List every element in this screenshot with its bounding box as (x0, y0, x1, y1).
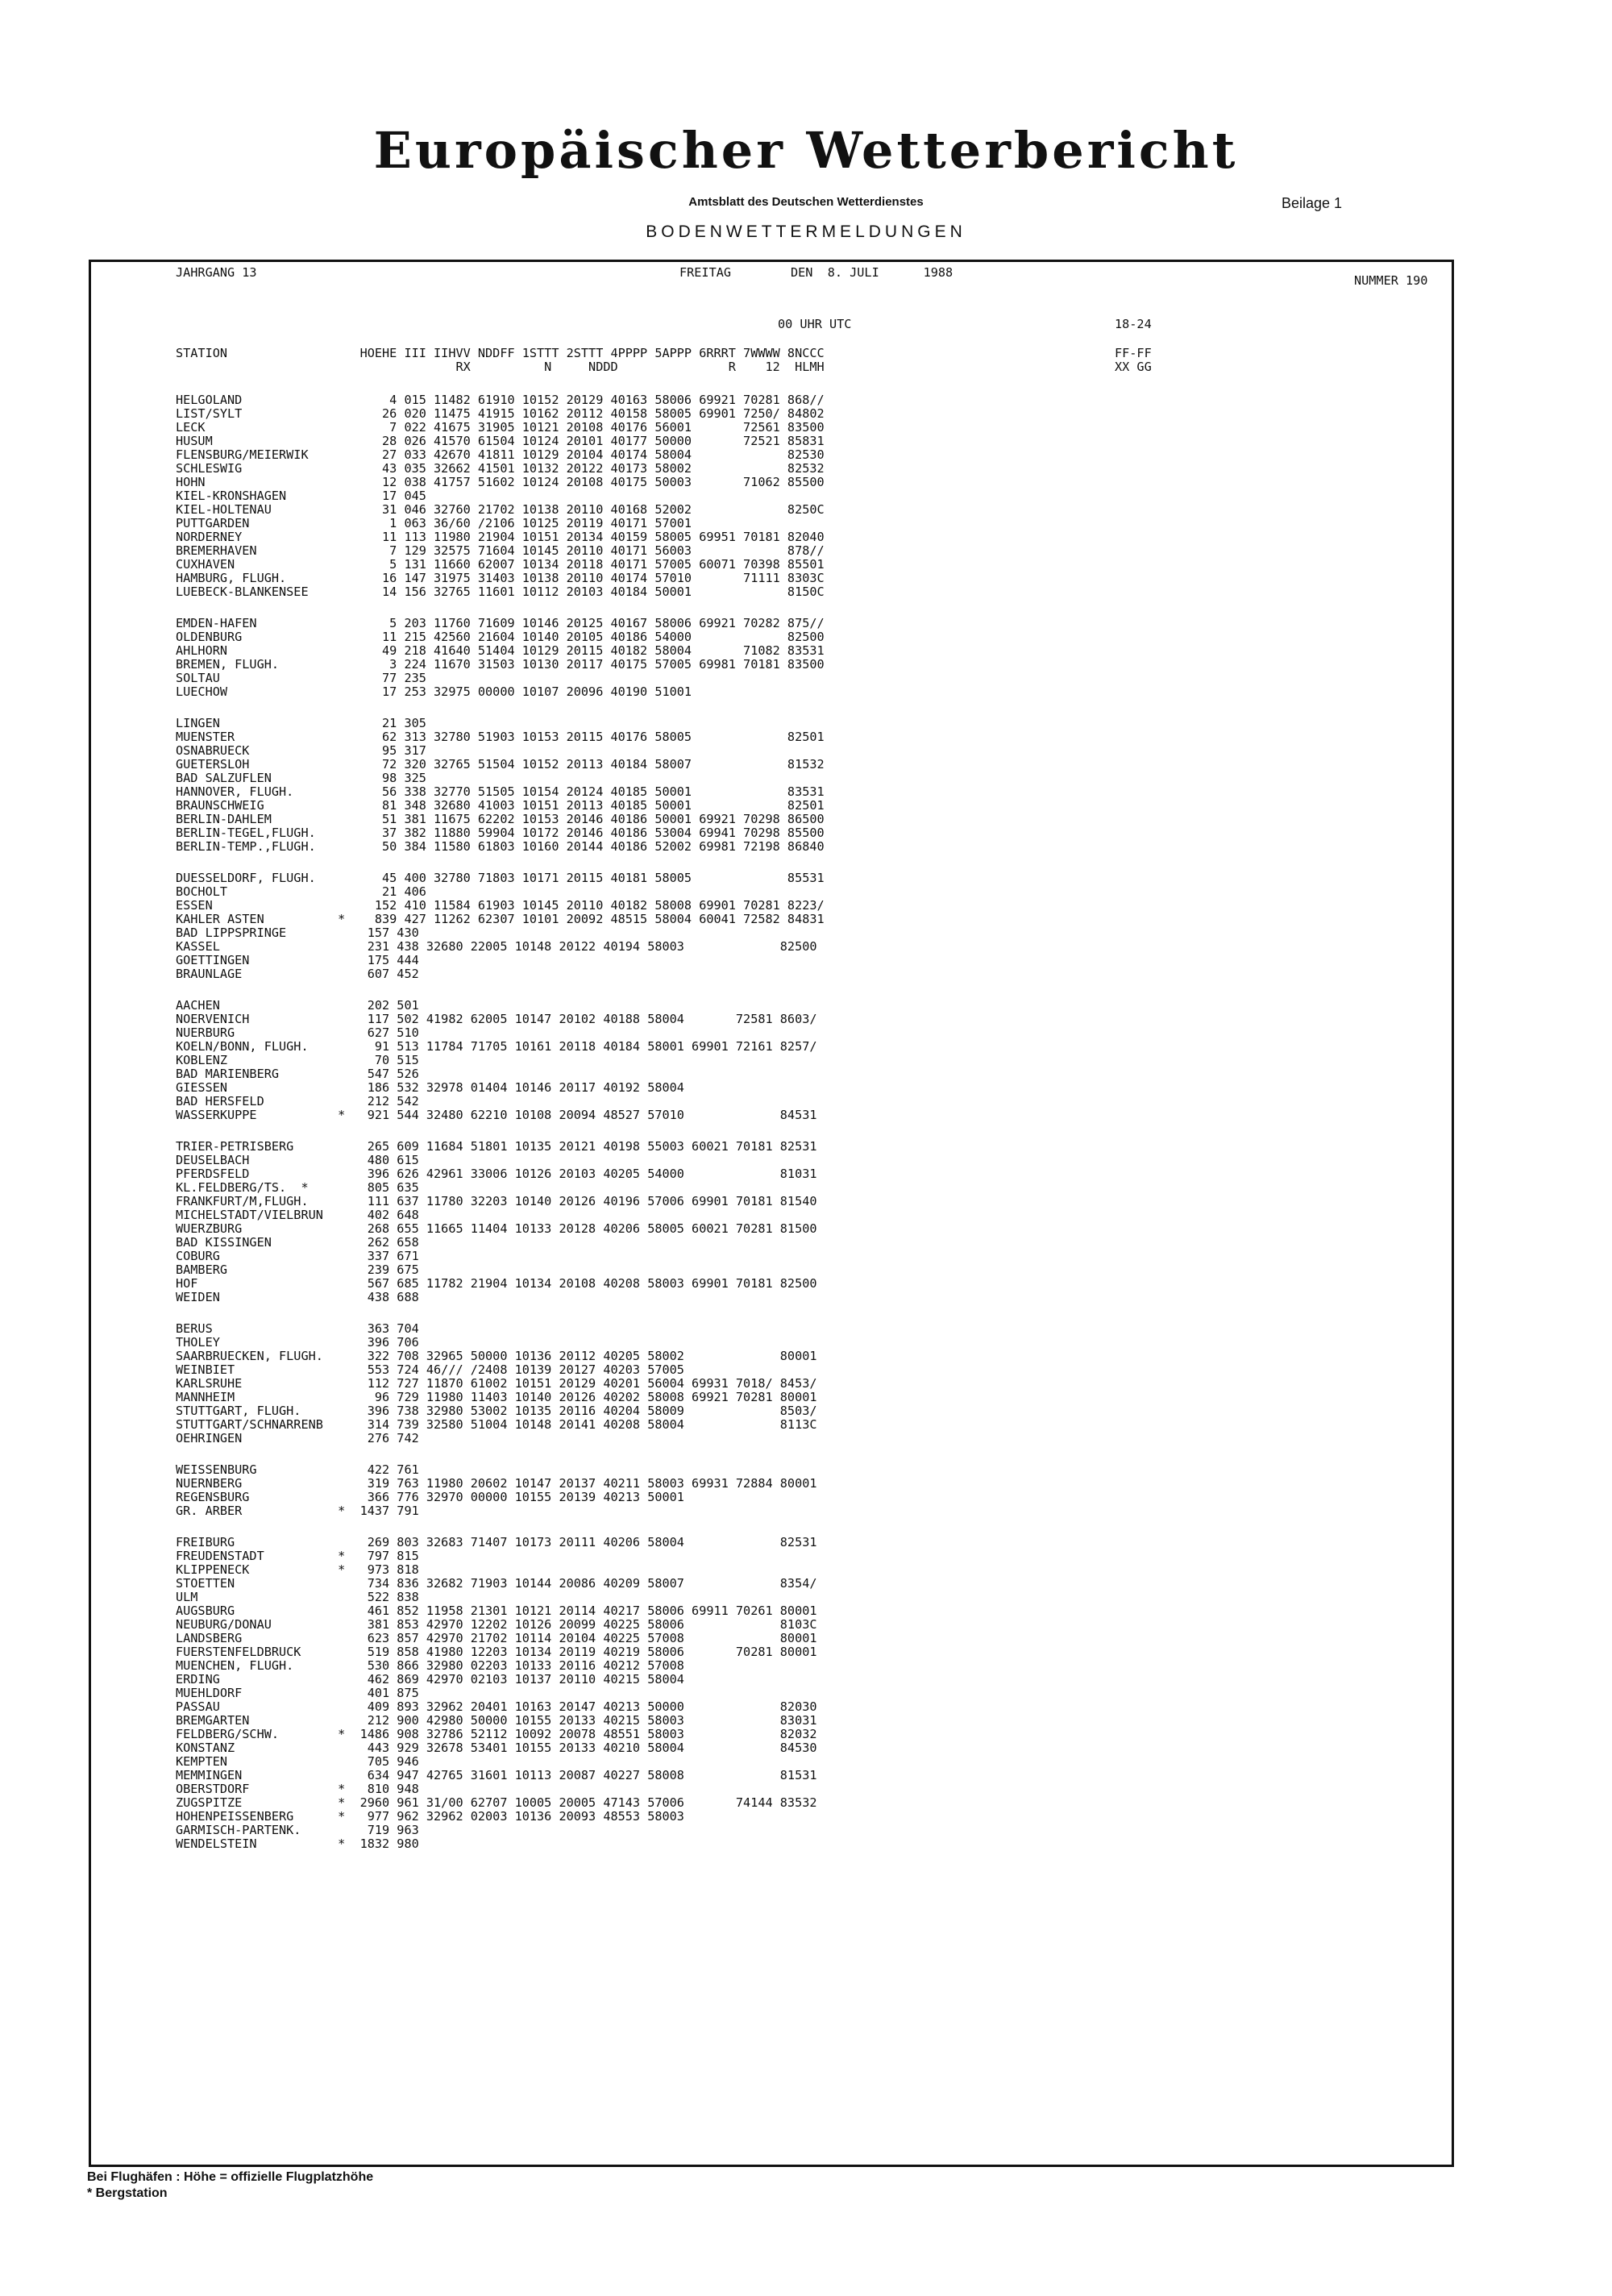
table-row: LUECHOW 17 253 32975 00000 10107 20096 40190 51001 (176, 684, 692, 699)
table-row: HOHN 12 038 41757 51602 10124 20108 40175 50003 71062 85500 (176, 475, 825, 489)
section-title: BODENWETTERMELDUNGEN (646, 223, 966, 241)
table-row: BAD HERSFELD 212 542 (176, 1094, 419, 1108)
table-row: HELGOLAND 4 015 11482 61910 10152 20129 40163 58006 69921 70281 868// (176, 393, 825, 407)
table-row: MUENCHEN, FLUGH. 530 866 32980 02203 10133 20116 40212 57008 (176, 1658, 684, 1673)
table-row: COBURG 337 671 (176, 1249, 419, 1263)
station-group (176, 717, 1256, 854)
table-row: MUENSTER 62 313 32780 51903 10153 20115 40176 58005 82501 (176, 730, 825, 744)
weekday-label: FREITAG (679, 265, 732, 280)
table-row: BRAUNLAGE 607 452 (176, 967, 419, 981)
table-row: NORDERNEY 11 113 11980 21904 10151 20134 40159 58005 69951 70181 82040 (176, 530, 825, 544)
table-row: HOHENPEISSENBERG * 977 962 32962 02003 10136 20093 48553 58003 (176, 1809, 684, 1824)
table-row: OSNABRUECK 95 317 (176, 743, 426, 758)
table-row: SAARBRUECKEN, FLUGH. 322 708 32965 50000 10136 20112 40205 58002 80001 (176, 1349, 817, 1363)
table-row: LECK 7 022 41675 31905 10121 20108 40176 56001 72561 83500 (176, 420, 825, 435)
table-row: HUSUM 28 026 41570 61504 10124 20101 40177 50000 72521 85831 (176, 434, 825, 448)
table-row: AHLHORN 49 218 41640 51404 10129 20115 40182 58004 71082 83531 (176, 643, 825, 658)
column-header-right-2: XX GG (1115, 360, 1152, 374)
table-row: GIESSEN 186 532 32978 01404 10146 20117 40192 58004 (176, 1080, 684, 1095)
table-row: STUTTGART/SCHNARRENB 314 739 32580 51004 10148 20141 40208 58004 8113C (176, 1417, 817, 1432)
table-row: KAHLER ASTEN * 839 427 11262 62307 10101 20092 48515 58004 60041 72582 84831 (176, 912, 825, 926)
table-row: LANDSBERG 623 857 42970 21702 10114 20104 40225 57008 80001 (176, 1631, 817, 1645)
footer-legend: * Bergstation (87, 2186, 168, 2200)
table-row: NUERBURG 627 510 (176, 1025, 419, 1040)
table-row: KL.FELDBERG/TS. * 805 635 (176, 1180, 419, 1195)
table-row: KLIPPENECK * 973 818 (176, 1562, 419, 1577)
table-row: MUEHLDORF 401 875 (176, 1686, 419, 1700)
table-row: BOCHOLT 21 406 (176, 884, 426, 899)
station-group (176, 1140, 1256, 1304)
table-row: HOF 567 685 11782 21904 10134 20108 40208 58003 69901 70181 82500 (176, 1276, 817, 1291)
table-row: STUTTGART, FLUGH. 396 738 32980 53002 10135 20116 40204 58009 8503/ (176, 1404, 817, 1418)
station-group (176, 393, 1256, 599)
table-row: BERLIN-TEGEL,FLUGH. 37 382 11880 59904 10172 20146 40186 53004 69941 70298 85500 (176, 826, 825, 840)
table-row: NOERVENICH 117 502 41982 62005 10147 20102 40188 58004 72581 8603/ (176, 1012, 817, 1026)
table-row: WEIDEN 438 688 (176, 1290, 419, 1304)
table-row: ZUGSPITZE * 2960 961 31/00 62707 10005 20005 47143 57006 74144 83532 (176, 1795, 817, 1810)
observation-time: 00 UHR UTC (778, 317, 852, 331)
column-header-right-1: FF-FF (1115, 346, 1152, 360)
issue-number: NUMMER 190 (1354, 273, 1428, 288)
table-row: ULM 522 838 (176, 1590, 419, 1604)
table-row: AACHEN 202 501 (176, 998, 419, 1013)
table-row: PFERDSFELD 396 626 42961 33006 10126 20103 40205 54000 81031 (176, 1167, 817, 1181)
table-row: HAMBURG, FLUGH. 16 147 31975 31403 10138 20110 40174 57010 71111 8303C (176, 571, 825, 585)
table-row: KOBLENZ 70 515 (176, 1053, 419, 1067)
table-row: BAD MARIENBERG 547 526 (176, 1067, 419, 1081)
beilage-label: Beilage 1 (1282, 195, 1343, 211)
table-row: ESSEN 152 410 11584 61903 10145 20110 40182 58008 69901 70281 8223/ (176, 898, 825, 913)
table-row: NEUBURG/DONAU 381 853 42970 12202 10126 20099 40225 58006 8103C (176, 1617, 817, 1632)
jahrgang-label: JAHRGANG 13 (176, 265, 257, 280)
table-row: OEHRINGEN 276 742 (176, 1431, 419, 1445)
table-row: PASSAU 409 893 32962 20401 10163 20147 40213 50000 82030 (176, 1699, 817, 1714)
table-row: GOETTINGEN 175 444 (176, 953, 419, 967)
table-row: MICHELSTADT/VIELBRUN 402 648 (176, 1208, 419, 1222)
table-row: WEINBIET 553 724 46/// /2408 10139 20127 40203 57005 (176, 1362, 684, 1377)
table-row: WENDELSTEIN * 1832 980 (176, 1836, 419, 1851)
table-row: FELDBERG/SCHW. * 1486 908 32786 52112 10092 20078 48551 58003 82032 (176, 1727, 817, 1741)
table-row: AUGSBURG 461 852 11958 21301 10121 20114 40217 58006 69911 70261 80001 (176, 1603, 817, 1618)
table-row: STOETTEN 734 836 32682 71903 10144 20086 40209 58007 8354/ (176, 1576, 817, 1591)
period-label: 18-24 (1115, 317, 1152, 331)
table-row: BAMBERG 239 675 (176, 1262, 419, 1277)
column-header-2: RX N NDDD R 12 HLMH (176, 360, 825, 374)
table-row: BERLIN-DAHLEM 51 381 11675 62202 10153 20146 40186 50001 69921 70298 86500 (176, 812, 825, 826)
table-row: FUERSTENFELDBRUCK 519 858 41980 12203 10134 20119 40219 58006 70281 80001 (176, 1645, 817, 1659)
table-row: KOELN/BONN, FLUGH. 91 513 11784 71705 10161 20118 40184 58001 69901 72161 8257/ (176, 1039, 817, 1054)
table-row: THOLEY 396 706 (176, 1335, 419, 1350)
table-row: FREUDENSTADT * 797 815 (176, 1549, 419, 1563)
table-row: KEMPTEN 705 946 (176, 1754, 419, 1769)
table-row: KIEL-KRONSHAGEN 17 045 (176, 489, 426, 503)
date-label: DEN 8. JULI 1988 (791, 265, 953, 280)
table-row: DEUSELBACH 480 615 (176, 1153, 419, 1167)
table-row: SOLTAU 77 235 (176, 671, 426, 685)
table-row: LUEBECK-BLANKENSEE 14 156 32765 11601 10112 20103 40184 50001 8150C (176, 584, 825, 599)
table-row: GR. ARBER * 1437 791 (176, 1504, 419, 1518)
station-group (176, 871, 1256, 981)
table-row: LIST/SYLT 26 020 11475 41915 10162 20112 40158 58005 69901 7250/ 84802 (176, 406, 825, 421)
table-row: ERDING 462 869 42970 02103 10137 20110 40215 58004 (176, 1672, 684, 1687)
table-row: SCHLESWIG 43 035 32662 41501 10132 20122 40173 58002 82532 (176, 461, 825, 476)
table-row: LINGEN 21 305 (176, 716, 426, 730)
table-row: OLDENBURG 11 215 42560 21604 10140 20105 40186 54000 82500 (176, 630, 825, 644)
column-header-1: STATION HOEHE III IIHVV NDDFF 1STTT 2STTT 4PPPP 5APPP 6RRRT 7WWWW 8NCCC (176, 346, 825, 360)
table-row: REGENSBURG 366 776 32970 00000 10155 20139 40213 50001 (176, 1490, 684, 1504)
table-row: BRAUNSCHWEIG 81 348 32680 41003 10151 20113 40185 50001 82501 (176, 798, 825, 813)
table-row: CUXHAVEN 5 131 11660 62007 10134 20118 40171 57005 60071 70398 85501 (176, 557, 825, 572)
subtitle: Amtsblatt des Deutschen Wetterdienstes (688, 195, 924, 209)
table-row: OBERSTDORF * 810 948 (176, 1782, 419, 1796)
footer-note: Bei Flughäfen : Höhe = offizielle Flugplatzhöhe (87, 2170, 374, 2184)
table-row: DUESSELDORF, FLUGH. 45 400 32780 71803 10171 20115 40181 58005 85531 (176, 871, 825, 885)
table-row: BAD LIPPSPRINGE 157 430 (176, 925, 419, 940)
page-title: Europäischer Wetterbericht (373, 121, 1239, 180)
table-row: FRANKFURT/M,FLUGH. 111 637 11780 32203 10140 20126 40196 57006 69901 70181 81540 (176, 1194, 817, 1208)
station-group (176, 1536, 1256, 1851)
station-table (176, 393, 1256, 1869)
table-row: FREIBURG 269 803 32683 71407 10173 20111 40206 58004 82531 (176, 1535, 817, 1549)
table-row: WUERZBURG 268 655 11665 11404 10133 20128 40206 58005 60021 70281 81500 (176, 1221, 817, 1236)
table-row: NUERNBERG 319 763 11980 20602 10147 20137 40211 58003 69931 72884 80001 (176, 1476, 817, 1491)
table-row: GARMISCH-PARTENK. 719 963 (176, 1823, 419, 1837)
table-row: KIEL-HOLTENAU 31 046 32760 21702 10138 20110 40168 52002 8250C (176, 502, 825, 517)
table-row: KONSTANZ 443 929 32678 53401 10155 20133 40210 58004 84530 (176, 1741, 817, 1755)
table-row: KARLSRUHE 112 727 11870 61002 10151 20129 40201 56004 69931 7018/ 8453/ (176, 1376, 817, 1391)
table-row: WASSERKUPPE * 921 544 32480 62210 10108 20094 48527 57010 84531 (176, 1108, 817, 1122)
table-row: BAD SALZUFLEN 98 325 (176, 771, 426, 785)
table-row: EMDEN-HAFEN 5 203 11760 71609 10146 20125 40167 58006 69921 70282 875// (176, 616, 825, 630)
table-row: TRIER-PETRISBERG 265 609 11684 51801 10135 20121 40198 55003 60021 70181 82531 (176, 1139, 817, 1154)
table-row: BREMEN, FLUGH. 3 224 11670 31503 10130 20117 40175 57005 69981 70181 83500 (176, 657, 825, 672)
table-row: MANNHEIM 96 729 11980 11403 10140 20126 40202 58008 69921 70281 80001 (176, 1390, 817, 1404)
table-row: BREMERHAVEN 7 129 32575 71604 10145 20110 40171 56003 878// (176, 543, 825, 558)
table-row: BAD KISSINGEN 262 658 (176, 1235, 419, 1250)
table-row: HANNOVER, FLUGH. 56 338 32770 51505 10154 20124 40185 50001 83531 (176, 784, 825, 799)
table-row: KASSEL 231 438 32680 22005 10148 20122 40194 58003 82500 (176, 939, 817, 954)
station-group (176, 999, 1256, 1122)
station-group (176, 1463, 1256, 1518)
table-row: WEISSENBURG 422 761 (176, 1462, 419, 1477)
station-group (176, 1322, 1256, 1445)
station-group (176, 617, 1256, 699)
table-row: GUETERSLOH 72 320 32765 51504 10152 20113 40184 58007 81532 (176, 757, 825, 772)
table-row: BERUS 363 704 (176, 1321, 419, 1336)
table-row: PUTTGARDEN 1 063 36/60 /2106 10125 20119 40171 57001 (176, 516, 692, 530)
table-row: FLENSBURG/MEIERWIK 27 033 42670 41811 10129 20104 40174 58004 82530 (176, 447, 825, 462)
table-row: MEMMINGEN 634 947 42765 31601 10113 20087 40227 58008 81531 (176, 1768, 817, 1782)
table-row: BREMGARTEN 212 900 42980 50000 10155 20133 40215 58003 83031 (176, 1713, 817, 1728)
table-row: BERLIN-TEMP.,FLUGH. 50 384 11580 61803 10160 20144 40186 52002 69981 72198 86840 (176, 839, 825, 854)
